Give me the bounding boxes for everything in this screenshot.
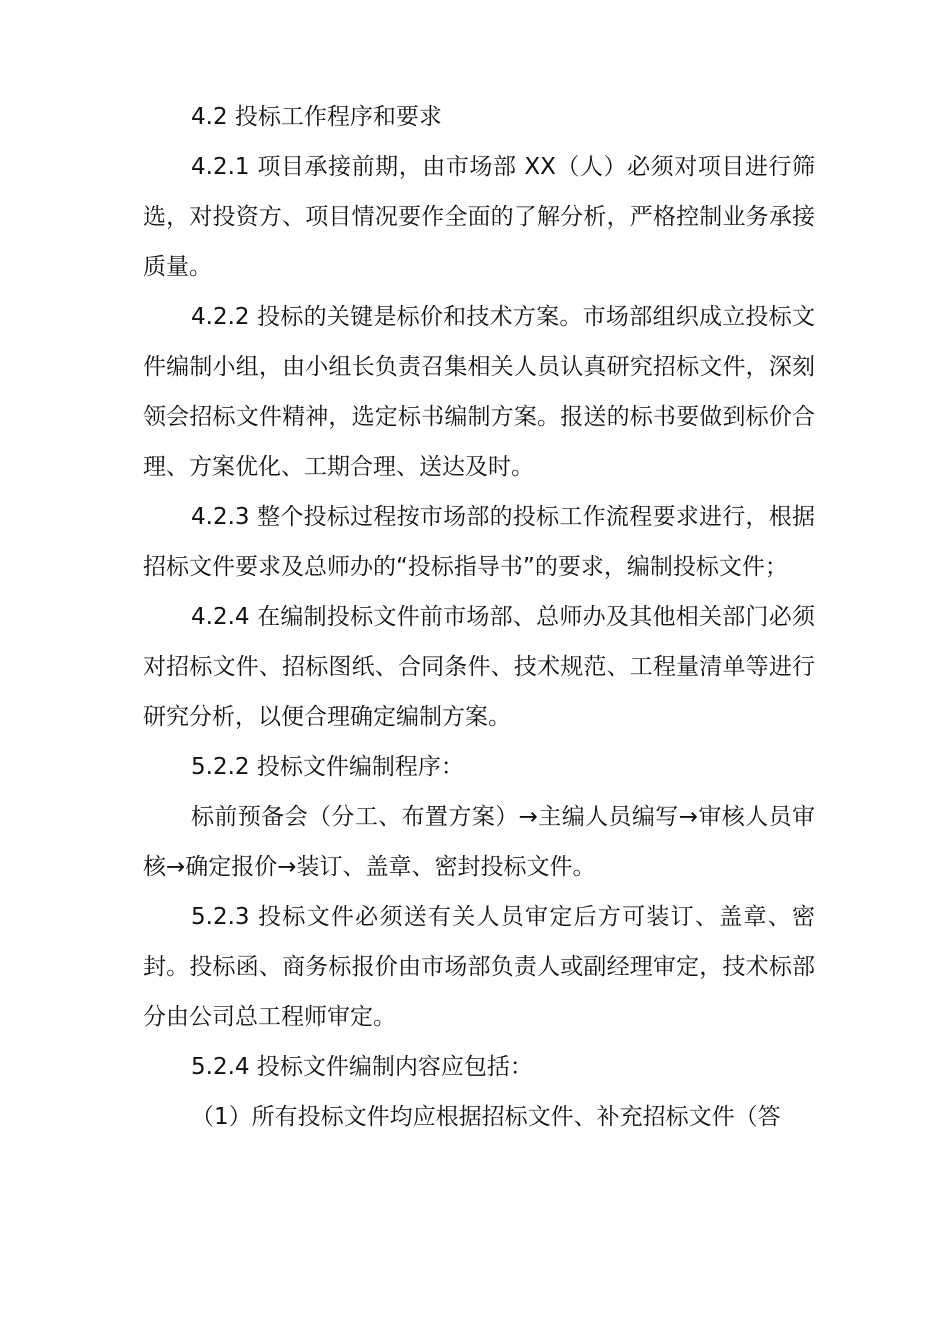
section-heading: 4.2 投标工作程序和要求 <box>191 104 442 130</box>
paragraph-4-2-4: 4.2.4 在编制投标文件前市场部、总师办及其他相关部门必须对招标文件、招标图纸、合同条件、技术规范、工程量清单等进行研究分析，以便合理确定编制方案。 <box>143 604 815 730</box>
paragraph-4-2-2: 4.2.2 投标的关键是标价和技术方案。市场部组织成立投标文件编制小组，由小组长负责召集相关人员认真研究招标文件，深刻领会招标文件精神，选定标书编制方案。报送的标书要做到标价合理、方案优化、工期合理、送达及时。 <box>143 304 815 480</box>
document-body <box>143 92 815 1142</box>
paragraph-procedure-flow: 标前预备会（分工、布置方案）→主编人员编写→审核人员审核→确定报价→装订、盖章、密封投标文件。 <box>143 804 815 880</box>
paragraph-4-2-1: 4.2.1 项目承接前期，由市场部 XX（人）必须对项目进行筛选，对投资方、项目情况要作全面的了解分析，严格控制业务承接质量。 <box>143 154 815 280</box>
paragraph-5-2-4: 5.2.4 投标文件编制内容应包括： <box>191 1054 533 1080</box>
paragraph-item-1: （1）所有投标文件均应根据招标文件、补充招标文件（答 <box>191 1104 781 1130</box>
paragraph-5-2-3: 5.2.3 投标文件必须送有关人员审定后方可装订、盖章、密封。投标函、商务标报价由市场部负责人或副经理审定，技术标部分由公司总工程师审定。 <box>143 904 815 1030</box>
paragraph-5-2-2: 5.2.2 投标文件编制程序： <box>191 754 464 780</box>
paragraph-4-2-3: 4.2.3 整个投标过程按市场部的投标工作流程要求进行，根据招标文件要求及总师办的“投标指导书”的要求，编制投标文件； <box>143 504 815 580</box>
